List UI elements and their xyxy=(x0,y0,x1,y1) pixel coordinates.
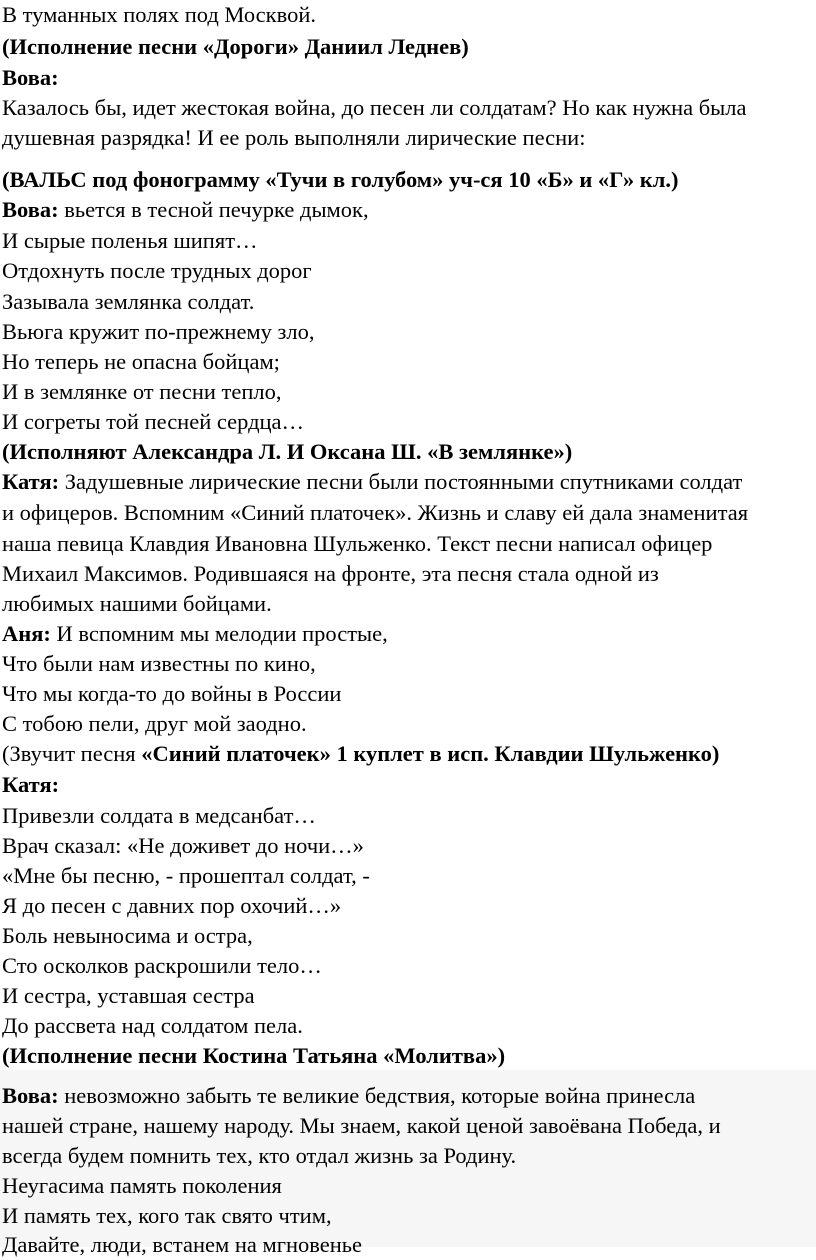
text-line: душевная разрядка! И ее роль выполняли лирические песни: xyxy=(2,125,586,150)
speaker-label: Катя: xyxy=(2,469,60,494)
song-title: «Синий платочек» 1 куплет в исп. Клавдии Шульженко) xyxy=(141,741,720,766)
text-line: Вьюга кружит по-прежнему зло, xyxy=(2,319,315,344)
text-line: И сырые поленья шипят… xyxy=(2,228,258,253)
performance-note xyxy=(2,739,816,769)
text-line: С тобою пели, друг мой заодно. xyxy=(2,711,307,736)
text-line: Но теперь не опасна бойцам; xyxy=(2,349,280,374)
performance-note: (Исполняют Александра Л. И Оксана Ш. «В землянке») xyxy=(2,439,573,464)
speaker-label: Катя: xyxy=(2,772,60,797)
line-text: Задушевные лирические песни были постоянными спутниками солдат xyxy=(59,469,743,494)
text-line: Что мы когда-то до войны в России xyxy=(2,681,342,706)
text-line: Врач сказал: «Не доживет до ночи…» xyxy=(2,833,364,858)
text-line: Что были нам известны по кино, xyxy=(2,651,316,676)
text-line xyxy=(2,1081,816,1111)
text-line: Неугасима память поколения xyxy=(2,1173,282,1198)
text-line xyxy=(2,619,816,649)
performance-note: (Исполнение песни Костина Татьяна «Молитва») xyxy=(2,1043,506,1068)
text-line: И согреты той песней сердца… xyxy=(2,409,305,434)
text-line: «Мне бы песню, - прошептал солдат, - xyxy=(2,863,370,888)
performance-note: (ВАЛЬС под фонограмму «Тучи в голубом» уч-ся 10 «Б» и «Г» кл.) xyxy=(2,167,679,192)
text-line: нашей стране, нашему народу. Мы знаем, какой ценой завоёвана Победа, и xyxy=(2,1113,721,1138)
text-line: До рассвета над солдатом пела. xyxy=(2,1013,303,1038)
text-line xyxy=(2,467,816,497)
text-line: Я до песен с давних пор охочий…» xyxy=(2,893,342,918)
line-text: И вспомним мы мелодии простые, xyxy=(50,621,388,646)
text-line: и офицеров. Вспомним «Синий платочек». Жизнь и славу ей дала знаменитая xyxy=(2,500,749,525)
line-text: вьется в тесной печурке дымок, xyxy=(58,197,369,222)
text-line: Боль невыносима и остра, xyxy=(2,923,253,948)
text-line: И сестра, уставшая сестра xyxy=(2,983,255,1008)
text-line: Давайте, люди, встанем на мгновенье xyxy=(2,1232,363,1257)
speaker-label: Аня: xyxy=(2,621,51,646)
speaker-label: Вова: xyxy=(2,197,59,222)
text-line: И память тех, кого так свято чтим, xyxy=(2,1203,332,1228)
text-line: Отдохнуть после трудных дорог xyxy=(2,258,312,283)
text-line: И в землянке от песни тепло, xyxy=(2,379,282,404)
text-line: Казалось бы, идет жестокая война, до песен ли солдатам? Но как нужна была xyxy=(2,95,747,120)
text-line: всегда будем помнить тех, кто отдал жизнь за Родину. xyxy=(2,1143,517,1168)
speaker-label: Вова: xyxy=(2,1083,59,1108)
text-line: Зазывала землянка солдат. xyxy=(2,289,255,314)
text-line xyxy=(2,195,816,225)
line-text: невозможно забыть те великие бедствия, которые война принесла xyxy=(58,1083,696,1108)
text-line: любимых нашими бойцами. xyxy=(2,591,272,616)
performance-note: (Исполнение песни «Дороги» Даниил Леднев) xyxy=(2,34,469,59)
text-line: В туманных полях под Москвой. xyxy=(2,2,316,27)
speaker-label: Вова: xyxy=(2,65,59,90)
text-line: Привезли солдата в медсанбат… xyxy=(2,803,316,828)
text-line: Сто осколков раскрошили тело… xyxy=(2,953,322,978)
text-line: наша певица Клавдия Ивановна Шульженко. Текст песни написал офицер xyxy=(2,531,713,556)
text-line: Михаил Максимов. Родившаяся на фронте, эта песня стала одной из xyxy=(2,561,659,586)
line-text: (Звучит песня xyxy=(2,741,142,766)
